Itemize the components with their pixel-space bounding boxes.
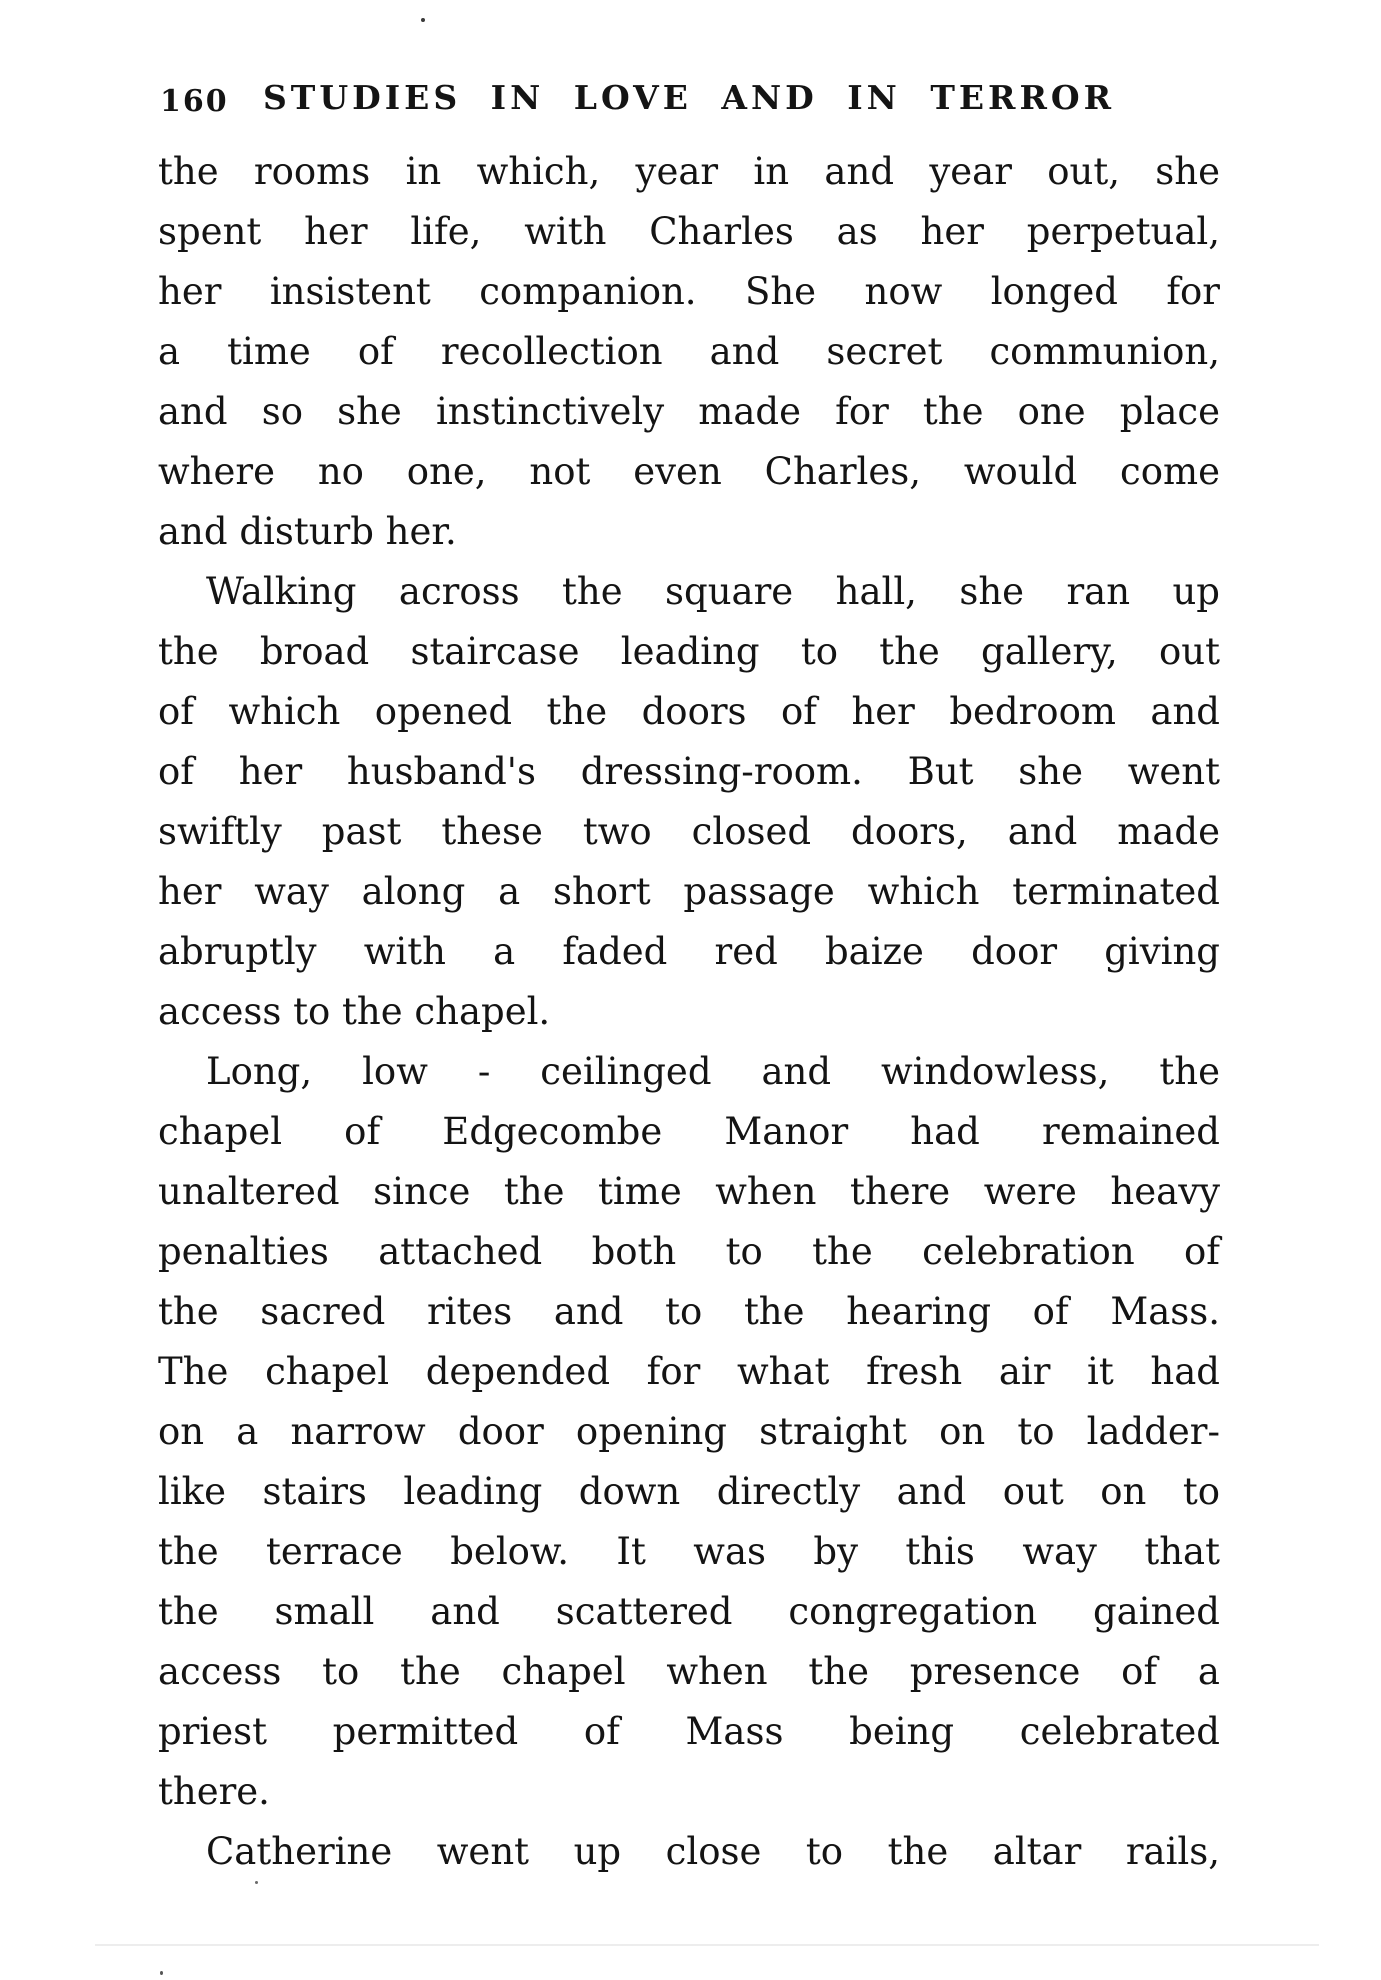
text-line: and disturb her.: [158, 510, 457, 553]
text-line: and so she instinctively made for the one place: [158, 390, 1220, 433]
text-line: of her husband's dressing-room. But she went: [158, 750, 1220, 793]
text-line: a time of recollection and secret communion,: [158, 330, 1220, 373]
scan-artifact-line: [95, 1944, 1319, 1946]
text-line: The chapel depended for what fresh air it had: [158, 1350, 1220, 1393]
scan-speck: [255, 1881, 258, 1884]
scan-speck: [160, 1971, 163, 1975]
page-header: [158, 78, 1220, 124]
text-line: her insistent companion. She now longed for: [158, 270, 1220, 313]
text-line: penalties attached both to the celebration of: [158, 1230, 1220, 1273]
text-line: chapel of Edgecombe Manor had remained: [158, 1110, 1220, 1153]
text-line: swiftly past these two closed doors, and made: [158, 810, 1220, 853]
text-line: there.: [158, 1770, 270, 1813]
page-number: 160: [160, 84, 229, 119]
text-line: abruptly with a faded red baize door giving: [158, 930, 1220, 973]
text-line: the broad staircase leading to the gallery, out: [158, 630, 1220, 673]
text-line: Walking across the square hall, she ran up: [206, 570, 1220, 613]
scan-speck: [421, 18, 425, 22]
text-line: like stairs leading down directly and out on to: [158, 1470, 1220, 1513]
text-line: Long, low - ceilinged and windowless, the: [206, 1050, 1220, 1093]
text-line: access to the chapel when the presence of a: [158, 1650, 1220, 1693]
text-line: the small and scattered congregation gained: [158, 1590, 1220, 1633]
text-line: access to the chapel.: [158, 990, 551, 1033]
text-line: unaltered since the time when there were heavy: [158, 1170, 1220, 1213]
running-title: STUDIES IN LOVE AND IN TERROR: [262, 78, 1116, 117]
text-line: Catherine went up close to the altar rails,: [206, 1830, 1220, 1873]
text-line: the terrace below. It was by this way that: [158, 1530, 1220, 1573]
page-body: [158, 142, 1220, 1882]
text-line: priest permitted of Mass being celebrated: [158, 1710, 1220, 1753]
text-line: on a narrow door opening straight on to ladder-: [158, 1410, 1220, 1453]
text-line: the rooms in which, year in and year out, she: [158, 150, 1220, 193]
text-line: her way along a short passage which terminated: [158, 870, 1220, 913]
text-line: the sacred rites and to the hearing of Mass.: [158, 1290, 1220, 1333]
text-line: of which opened the doors of her bedroom and: [158, 690, 1220, 733]
text-line: spent her life, with Charles as her perpetual,: [158, 210, 1220, 253]
text-line: where no one, not even Charles, would come: [158, 450, 1220, 493]
